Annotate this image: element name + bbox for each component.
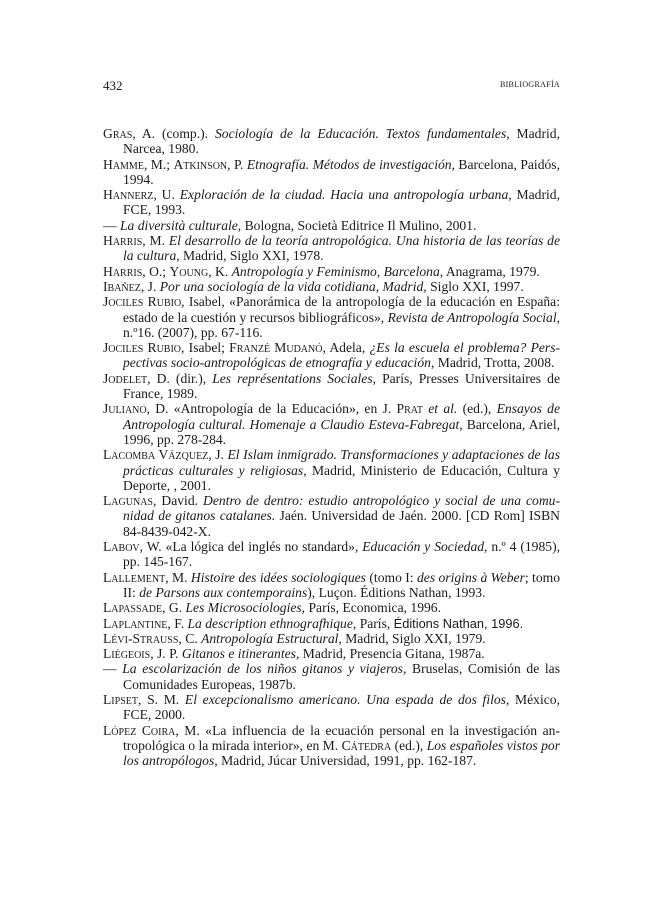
entry-text: , París, (352, 615, 394, 631)
entry-text: , J. (140, 278, 160, 294)
author-name: Cátedra (341, 737, 392, 753)
entry-text: , París, Economica, 1996. (301, 600, 441, 616)
author-name: Lipset (103, 691, 138, 707)
entry-text: Siglo XXI, 1997. (426, 278, 524, 294)
bibliography-entry (103, 447, 560, 493)
entry-text: Éditions Nathan, 1996. (393, 615, 524, 631)
entry-text: FCE, 1993. (123, 202, 186, 218)
entry-text: Barcelona (462, 416, 522, 432)
page-number: 432 (103, 78, 123, 93)
entry-text: Bruselas, Comisión de las Comunidades Europeas, 1987b. (123, 661, 560, 692)
entry-text: , P. (227, 156, 247, 172)
author-name: Lacomba Vázquez (103, 447, 209, 463)
entry-text: , n.º16. (2007), pp. 67-116. (123, 309, 560, 340)
bibliography-entry (103, 570, 560, 601)
author-name: Laplantine (103, 615, 168, 631)
bibliography-entry (103, 233, 560, 264)
bibliography-entry (103, 600, 560, 615)
work-title: Antropología y Feminismo, Barcelona, (231, 263, 444, 279)
work-title: , (521, 416, 526, 432)
bibliography-entry (103, 279, 560, 294)
work-title: El Islam inmigrado. Transformaciones y adaptaciones de las prácticas culturales y religiosas (123, 447, 560, 478)
entry-text: , M. «La influencia de la ecuación personal en la investigación antropológica o la mirada interior», en M. (123, 722, 560, 753)
work-title: Los españoles vistos por los antropólogos, (123, 737, 560, 769)
bibliography-entry (103, 218, 560, 233)
author-name: Hamme (103, 156, 144, 172)
author-name: Liégeois (103, 646, 151, 662)
work-title: Antropología Estructural (201, 630, 339, 646)
author-name: Lagunas (103, 493, 153, 509)
entry-text: ), Luçon. Éditions Nathan, 1993. (307, 584, 486, 600)
entry-text: , Adela, (322, 340, 370, 356)
entry-text: , W. «La lógica del inglés no standard», (139, 539, 363, 555)
entry-text: ; tomo II: (123, 569, 561, 600)
work-title: La diversità culturale, (120, 217, 242, 233)
work-title: Etnografía. Métodos de investigación (246, 156, 452, 172)
entry-text: , Madrid, Siglo XXI, 1979. (338, 630, 486, 646)
work-title: La description ethnografhique (187, 615, 353, 631)
entry-text: Ariel, 1996, pp. 278-284. (123, 416, 561, 447)
entry-text: , Madrid, Trotta, 2008. (430, 355, 555, 371)
entry-text: Siglo XXI, 1978. (226, 248, 324, 264)
entry-text: , S. M. (137, 691, 185, 707)
work-title: des origins à Weber (416, 569, 525, 585)
entry-text: , A. (comp.). (132, 126, 215, 141)
entry-text: , K. (208, 263, 232, 279)
entry-text: — (103, 217, 120, 233)
entry-text: , O.; (142, 263, 170, 279)
bibliography-entry (103, 539, 560, 570)
entry-text: , David. (152, 493, 204, 509)
bibliography-entry (103, 294, 560, 340)
work-title: Dentro de dentro: estudio antropológico y social de una comunidad de gitanos catalanes. (123, 493, 560, 524)
work-title: ¿Es la escuela el problema? Perspectivas socio-antropológicas de etnografía y educación (123, 340, 561, 371)
author-name: Ibañez (103, 278, 141, 294)
entry-text: , París, Presses Universitaires de France, 1989. (123, 370, 560, 402)
bibliography-entry (103, 631, 560, 646)
entry-text: (ed.), (391, 737, 427, 753)
work-title: El excepcionalismo americano. Una espada de dos filos (184, 691, 506, 707)
work-title: Gitanos e itinerantes (181, 646, 296, 662)
bibliography-entry (103, 723, 560, 769)
work-title: et al. (428, 401, 458, 417)
entry-text: , U. (153, 187, 180, 203)
work-title: Educación y Sociedad (362, 539, 485, 555)
author-name: López Coira (103, 722, 176, 738)
entry-text: , M.; (143, 156, 174, 172)
bibliography-entry (103, 187, 560, 218)
entry-text: , F. (167, 615, 188, 631)
entry-text: , M. (165, 569, 191, 585)
bibliography-entry (103, 692, 560, 723)
work-title: Ensayos de Antropología cultural. Homenaje a Claudio Esteva-Fabregat, (123, 401, 561, 432)
author-name: Lévi-Strauss (103, 630, 179, 646)
author-name: Franzé Mudanó (229, 340, 323, 356)
work-title: de Parsons aux contemporains (139, 584, 308, 600)
bibliography-entry (103, 646, 560, 661)
bibliography-entry (103, 661, 560, 692)
bibliography-entry (103, 264, 560, 279)
entry-text: , Barcelona, Paidós, 1994. (123, 156, 560, 187)
bibliography-list (103, 126, 560, 768)
entry-text: Madrid, Júcar Universidad, 1991, pp. 162-187. (217, 753, 477, 769)
author-name: Lallement (103, 569, 166, 585)
work-title: Les représentations Sociales (212, 370, 373, 386)
author-name: Jociles Rubio (103, 340, 182, 356)
running-title: bibliografía (499, 78, 560, 90)
bibliography-entry (103, 401, 560, 447)
entry-text: — (103, 661, 123, 677)
bibliography-entry (103, 126, 560, 157)
work-title: Revista de Antropología Social (387, 309, 557, 325)
work-title: Por una sociología de la vida cotidiana, Madrid, (159, 278, 427, 294)
author-name: Jodelet (103, 370, 148, 386)
bibliography-entry (103, 157, 560, 188)
author-name: Atkinson (173, 156, 228, 172)
entry-text: , C. (178, 630, 202, 646)
entry-text: Bologna, Società Editrice Il Mulino, 2001. (241, 217, 477, 233)
entry-text: , M. (142, 233, 169, 249)
entry-text: , G. (162, 600, 186, 616)
entry-text: Anagrama, 1979. (443, 263, 540, 279)
entry-text: , Madrid, Presencia Gitana, 1987a. (295, 646, 485, 662)
author-name: Harris (103, 263, 143, 279)
page-header (103, 78, 560, 96)
work-title: , (223, 248, 227, 264)
author-name: Juliano (103, 401, 147, 417)
author-name: Prat (396, 401, 423, 417)
entry-text: , Madrid, Narcea, 1980. (123, 126, 560, 157)
work-title: Histoire des idées sociologiques (190, 569, 366, 585)
author-name: Harris (103, 233, 143, 249)
entry-text: Madrid (511, 187, 557, 203)
entry-text: (tomo I: (365, 569, 417, 585)
work-title: La escolarización de los niños gitanos y viajeros, (122, 661, 407, 677)
entry-text: , D. «Antropología de la Educación», en J. (146, 401, 397, 417)
entry-text: Madrid (179, 248, 224, 264)
bibliography-entry (103, 340, 560, 371)
entry-text: , J. P. (150, 646, 182, 662)
bibliography-entry (103, 493, 560, 539)
work-title: Exploración de la ciudad. Hacia una antropología urbana, (179, 187, 512, 203)
work-title: , (556, 187, 560, 203)
entry-text: , Isabel, «Panorámica de la antropología de la educación en España: estado de la cuestión y recursos bibliográficos», (123, 294, 560, 325)
entry-text: (ed.), (457, 401, 497, 417)
entry-text: , Madrid, Ministerio de Educación, Cultura y Deporte, , 2001. (123, 462, 560, 493)
author-name: Jociles Rubio (103, 294, 182, 310)
entry-text: , J. (208, 447, 228, 463)
author-name: Young (169, 263, 209, 279)
entry-text: , D. (dir.), (147, 370, 213, 386)
author-name: Hannerz (103, 187, 154, 203)
work-title: Les Microsociologies (185, 600, 302, 616)
bibliography-entry (103, 616, 560, 631)
author-name: Labov (103, 539, 140, 555)
work-title: Sociología de la Educación. Textos fundamentales (214, 126, 507, 141)
author-name: Gras (103, 126, 133, 141)
entry-text: , n.º 4 (1985), pp. 145-167. (123, 539, 560, 570)
bibliography-entry (103, 371, 560, 402)
work-title: El desarrollo de la teoría antropológica. Una historia de las teorías de la cultura, (123, 233, 560, 264)
entry-text: , México, FCE, 2000. (123, 691, 560, 723)
author-name: Lapassade (103, 600, 163, 616)
entry-text: Jaén. Universidad de Jaén. 2000. [CD Rom] ISBN 84-8439-042-X. (123, 508, 560, 539)
entry-text: , Isabel; (181, 340, 230, 356)
